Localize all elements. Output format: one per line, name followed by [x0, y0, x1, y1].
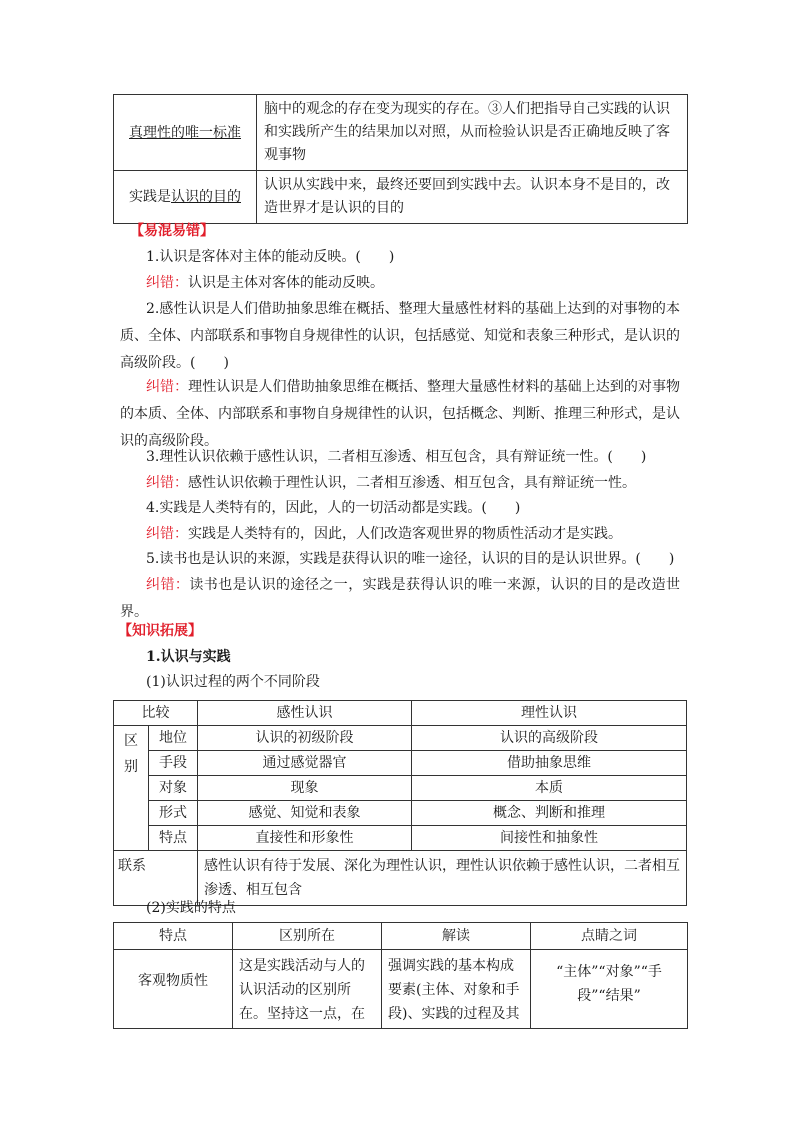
header-cell: 感性认识 [198, 701, 412, 726]
header-cell: 点睛之词 [531, 923, 688, 950]
question-5: 5.读书也是认识的来源，实践是获得认识的唯一途径，认识的目的是认识世界。( ) [146, 551, 675, 567]
fix-1: 纠错：认识是主体对客体的能动反映。 [146, 275, 384, 291]
compare-table [113, 700, 687, 906]
table-cell: 概念、判断和推理 [412, 801, 687, 826]
row-label: 真理性的唯一标准 [114, 95, 257, 171]
row-label: 形式 [149, 801, 198, 826]
table-row [114, 751, 687, 776]
fix-5: 纠错：读书也是认识的途径之一，实践是获得认识的唯一来源，认识的目的是改造世界。 [120, 577, 681, 620]
subheading-1a: (1)认识过程的两个不同阶段 [146, 674, 320, 690]
table-row [114, 801, 687, 826]
table-row [114, 95, 688, 171]
table-cell: 通过感觉器官 [198, 751, 412, 776]
table-header-row [114, 701, 687, 726]
table-row [114, 171, 688, 224]
fix-2: 纠错：理性认识是人们借助抽象思维在概括、整理大量感性材料的基础上达到的对事物的本质、全体、内部联系和事物自身规律性的认识，包括概念、判断、推理三种形式，是认识的高级阶段。 [120, 379, 681, 449]
table-row [114, 726, 687, 751]
subheading-1: 1.认识与实践 [146, 649, 231, 665]
row-label: 地位 [149, 726, 198, 751]
row-label: 实践是认识的目的 [114, 171, 257, 224]
row-text: 脑中的观念的存在变为现实的存在。③人们把指导自己实践的认识和实践所产生的结果加以对照，从而检验认识是否正确地反映了客观事物 [257, 95, 688, 171]
header-cell: 理性认识 [412, 701, 687, 726]
table-cell: 本质 [412, 776, 687, 801]
table-row [114, 826, 687, 851]
table-cell: 感觉、知觉和表象 [198, 801, 412, 826]
fix-4: 纠错：实践是人类特有的，因此，人们改造客观世界的物质性活动才是实践。 [146, 526, 622, 542]
table-cell: 间接性和抽象性 [412, 826, 687, 851]
table-cell: 客观物质性 [114, 950, 233, 1029]
table-cell: 借助抽象思维 [412, 751, 687, 776]
table-cell: 这是实践活动与人的认识活动的区别所在。坚持这一点，在 [233, 950, 382, 1029]
subheading-1b: (2)实践的特点 [146, 900, 236, 916]
fix-3: 纠错：感性认识依赖于理性认识，二者相互渗透、相互包含，具有辩证统一性。 [146, 475, 636, 491]
question-4: 4.实践是人类特有的，因此，人的一切活动都是实践。( ) [146, 500, 521, 516]
table-header-row [114, 923, 688, 950]
question-1: 1.认识是客体对主体的能动反映。( ) [146, 249, 395, 265]
section-heading-easy-confuse: 【易混易错】 [130, 223, 214, 239]
table-cell: 强调实践的基本构成要素(主体、对象和手段)、实践的过程及其 [382, 950, 531, 1029]
question-2: 2.感性认识是人们借助抽象思维在概括、整理大量感性材料的基础上达到的对事物的本质、全体、内部联系和事物自身规律性的认识，包括感觉、知觉和表象三种形式，是认识的高级阶段。( ) [120, 301, 680, 371]
practice-table [113, 922, 688, 1029]
row-text: 认识从实践中来，最终还要回到实践中去。认识本身不是目的，改造世界才是认识的目的 [257, 171, 688, 224]
table-cell: 直接性和形象性 [198, 826, 412, 851]
header-cell: 比较 [114, 701, 198, 726]
header-cell: 区别所在 [233, 923, 382, 950]
table-row [114, 776, 687, 801]
top-table [113, 94, 688, 224]
header-cell: 特点 [114, 923, 233, 950]
header-cell: 解读 [382, 923, 531, 950]
table-row [114, 950, 688, 1029]
question-3: 3.理性认识依赖于感性认识，二者相互渗透、相互包含，具有辩证统一性。( ) [146, 449, 647, 465]
table-cell: 认识的高级阶段 [412, 726, 687, 751]
row-label: 特点 [149, 826, 198, 851]
link-label: 联系 [114, 851, 198, 906]
table-cell: 现象 [198, 776, 412, 801]
link-text: 感性认识有待于发展、深化为理性认识，理性认识依赖于感性认识，二者相互渗透、相互包含 [198, 851, 687, 906]
group-label: 区别 [114, 726, 149, 851]
row-label: 对象 [149, 776, 198, 801]
section-heading-knowledge: 【知识拓展】 [118, 623, 202, 639]
table-cell: “主体”“对象”“手段”“结果” [531, 950, 688, 1029]
row-label: 手段 [149, 751, 198, 776]
table-cell: 认识的初级阶段 [198, 726, 412, 751]
